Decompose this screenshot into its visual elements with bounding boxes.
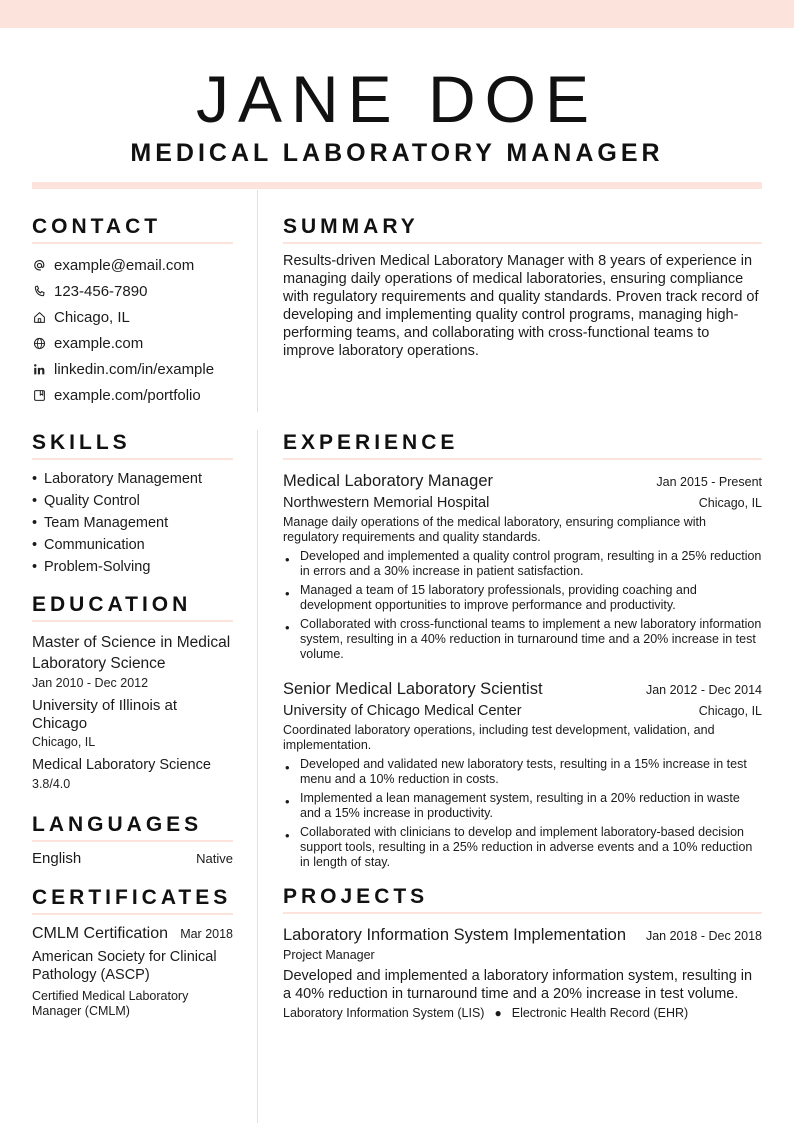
job-company: University of Chicago Medical Center <box>283 703 522 719</box>
right-column <box>283 430 762 1020</box>
candidate-name: JANE DOE <box>195 62 599 136</box>
summary-section <box>283 214 762 360</box>
job-company: Northwestern Memorial Hospital <box>283 495 490 511</box>
skill-item: • Communication <box>32 537 145 553</box>
project-description: Developed and implemented a laboratory information system, resulting in a 40% reduction in turnaround time and a 20% increase in test volume. <box>283 968 753 1002</box>
summary-heading: SUMMARY <box>283 214 762 244</box>
top-accent-bar <box>0 0 794 28</box>
certificate-name: CMLM Certification <box>32 925 169 942</box>
language-level: Native <box>196 851 233 866</box>
contact-location-text: Chicago, IL <box>54 308 130 326</box>
education-location: Chicago, IL <box>32 735 96 749</box>
contact-portfolio-text: example.com/portfolio <box>54 386 201 404</box>
job-bullet: • Implemented a lean management system, resulting in a 20% reduction in waste and a 15% increase in productivity. <box>283 791 762 821</box>
experience-entry <box>283 470 762 662</box>
contact-list <box>32 252 233 408</box>
skills-heading: SKILLS <box>32 430 233 460</box>
certificate-issuer: American Society for Clinical Pathology (ASCP) <box>32 949 217 983</box>
contact-website[interactable] <box>32 330 233 356</box>
job-title-headline: MEDICAL LABORATORY MANAGER <box>130 139 664 167</box>
projects-heading: PROJECTS <box>283 884 762 914</box>
skills-list <box>32 468 233 578</box>
project-dates: Jan 2018 - Dec 2018 <box>645 929 762 943</box>
left-column <box>32 430 233 1019</box>
contact-phone-text: 123-456-7890 <box>54 282 148 300</box>
project-role: Project Manager <box>283 948 375 962</box>
contact-linkedin[interactable] <box>32 356 233 382</box>
education-entry <box>32 632 233 794</box>
education-heading: EDUCATION <box>32 592 233 622</box>
job-bullet: • Collaborated with cross-functional teams to implement a new laboratory information system, resulting in a 40% reduction in turnaround time and a 20% increase in test volume. <box>283 617 762 662</box>
contact-linkedin-text: linkedin.com/in/example <box>54 360 215 378</box>
contact-location <box>32 304 233 330</box>
job-title: Senior Medical Laboratory Scientist <box>283 680 543 698</box>
at-icon <box>32 258 46 272</box>
education-field: Medical Laboratory Science <box>32 757 211 773</box>
contact-heading: CONTACT <box>32 214 233 244</box>
project-entry <box>283 924 762 1020</box>
project-tools <box>283 1006 762 1020</box>
contact-phone[interactable] <box>32 278 233 304</box>
education-dates: Jan 2010 - Dec 2012 <box>32 676 149 690</box>
experience-heading: EXPERIENCE <box>283 430 762 460</box>
job-bullet: • Developed and implemented a quality control program, resulting in a 25% reduction in errors and a 30% increase in patient satisfaction. <box>283 549 762 579</box>
project-title: Laboratory Information System Implementation <box>283 926 626 944</box>
column-divider-bottom <box>257 430 258 1123</box>
contact-email-text: example@email.com <box>54 256 195 274</box>
globe-icon <box>32 336 46 350</box>
contact-email[interactable] <box>32 252 233 278</box>
skill-item: • Laboratory Management <box>32 471 202 487</box>
certificates-heading: CERTIFICATES <box>32 885 233 915</box>
job-dates: Jan 2012 - Dec 2014 <box>645 683 762 697</box>
education-school: University of Illinois at Chicago <box>32 697 178 732</box>
job-description: Coordinated laboratory operations, including test development, validation, and implementation. <box>283 723 715 752</box>
language-row <box>32 850 233 867</box>
contact-section <box>32 214 233 408</box>
project-tool: Laboratory Information System (LIS) <box>283 1006 485 1020</box>
job-bullets <box>283 757 762 870</box>
job-bullets <box>283 549 762 662</box>
skill-item: • Team Management <box>32 515 169 531</box>
certificate-date: Mar 2018 <box>180 927 233 941</box>
certificate-entry <box>32 925 233 1019</box>
experience-entry <box>283 678 762 870</box>
contact-website-text: example.com <box>54 334 144 352</box>
portfolio-icon <box>32 388 46 402</box>
skill-item: • Problem-Solving <box>32 559 151 575</box>
project-tool: Electronic Health Record (EHR) <box>511 1006 689 1020</box>
education-degree: Master of Science in Medical Laboratory Science <box>32 634 231 672</box>
home-icon <box>32 310 46 324</box>
tool-separator: ● <box>494 1006 502 1020</box>
column-divider-top <box>257 190 258 412</box>
job-bullet: • Managed a team of 15 laboratory professionals, providing coaching and development opportunities to improve performance and productivity. <box>283 583 762 613</box>
summary-text: Results-driven Medical Laboratory Manager with 8 years of experience in managing daily operations of medical laboratories, ensuring compliance with regulatory requirements and quality standards. Proven track record of developing and implementing quality control programs, managing high-performing teams, and collaborating with cross-functional teams to improve laboratory operations. <box>283 253 759 359</box>
education-gpa: 3.8/4.0 <box>32 777 71 791</box>
phone-icon <box>32 284 46 298</box>
skill-item: • Quality Control <box>32 493 140 509</box>
job-description: Manage daily operations of the medical laboratory, ensuring compliance with regulatory requirements and quality standards. <box>283 515 706 544</box>
header-divider <box>32 182 762 189</box>
language-name: English <box>32 850 82 867</box>
linkedin-icon <box>32 362 46 376</box>
job-bullet: • Developed and validated new laboratory tests, resulting in a 15% increase in test menu and a 10% reduction in costs. <box>283 757 762 787</box>
job-title: Medical Laboratory Manager <box>283 472 494 490</box>
job-location: Chicago, IL <box>698 704 762 718</box>
job-dates: Jan 2015 - Present <box>656 475 762 489</box>
languages-heading: LANGUAGES <box>32 812 233 842</box>
contact-portfolio[interactable] <box>32 382 233 408</box>
job-bullet: • Collaborated with clinicians to develop and implement laboratory-based decision support tools, resulting in a 25% reduction in adverse events and a 10% reduction in length of stay. <box>283 825 762 870</box>
job-location: Chicago, IL <box>698 496 762 510</box>
certificate-description: Certified Medical Laboratory Manager (CMLM) <box>32 989 189 1018</box>
